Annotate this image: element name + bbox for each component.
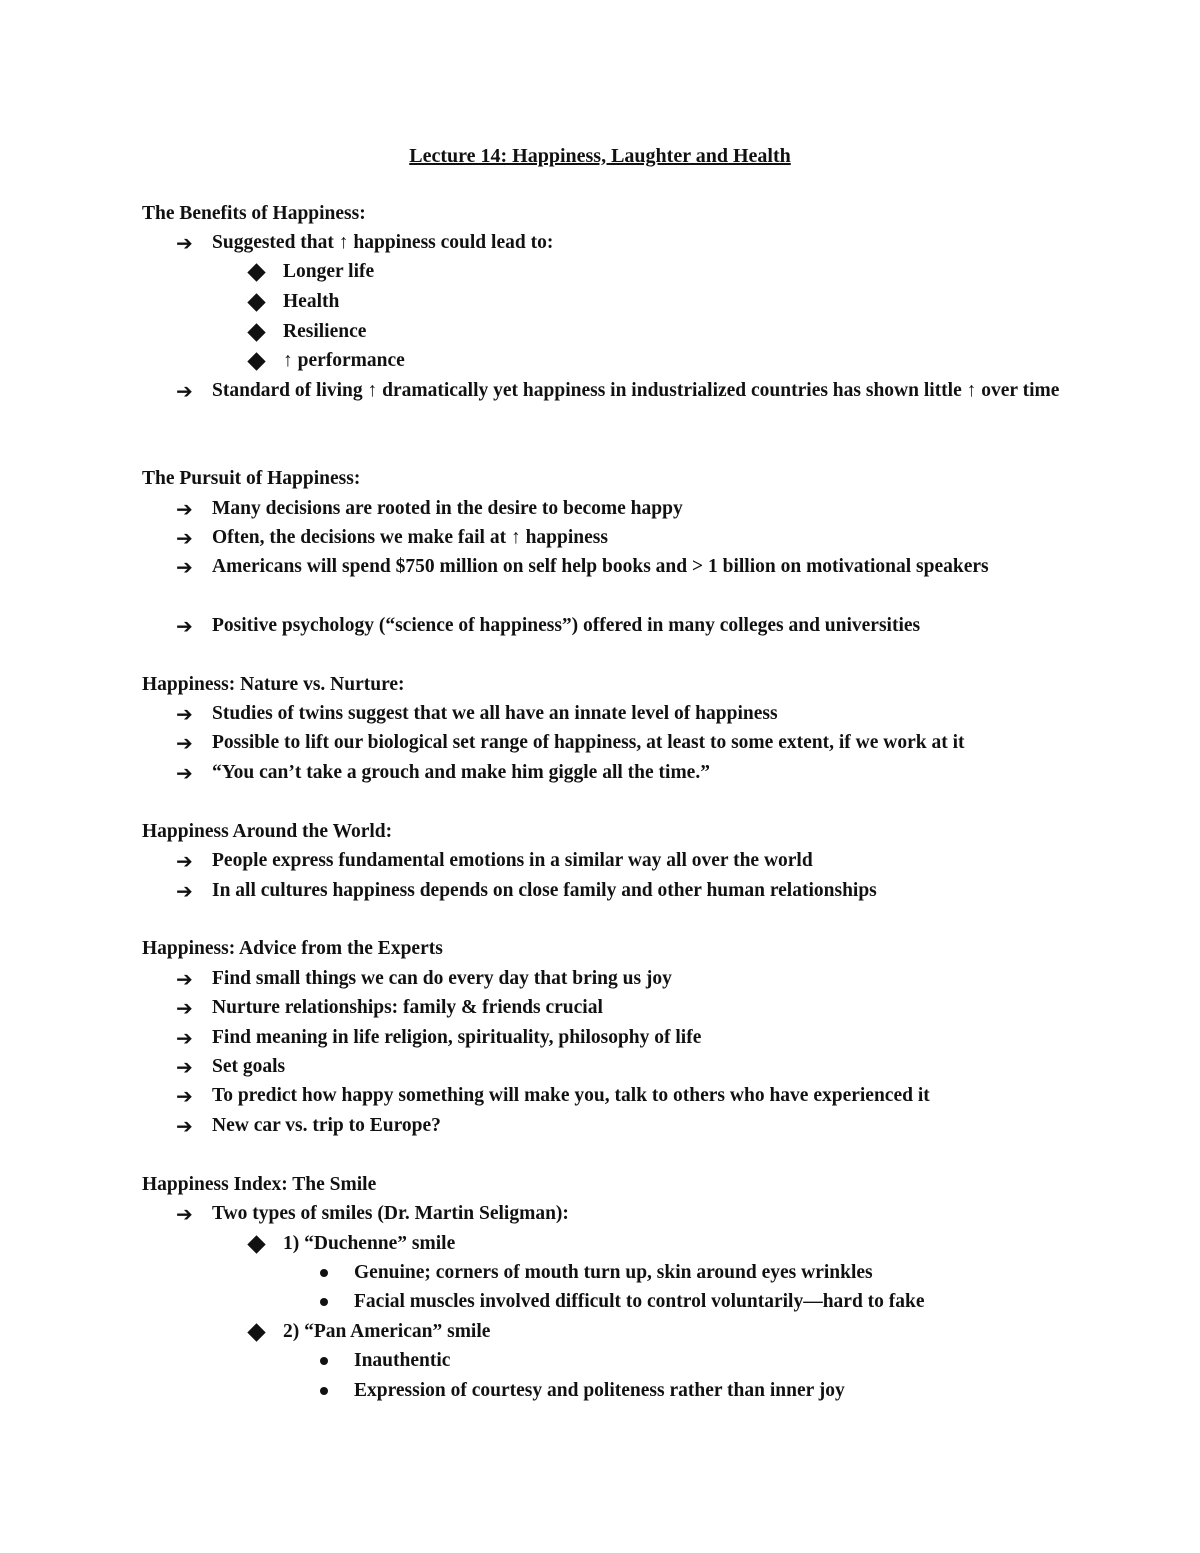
list-item-text: “You can’t take a grouch and make him giggle all the time.” [212,762,710,783]
arrow-right-icon: ➔ [176,231,193,255]
list-item-text: Suggested that ↑ happiness could lead to: [212,232,554,253]
list-item-text: Set goals [212,1056,286,1077]
round-bullet-icon [320,1298,328,1306]
arrow-right-icon: ➔ [176,497,193,521]
arrow-right-icon: ➔ [176,1055,193,1079]
round-bullet-icon [320,1357,328,1365]
list-item-text: Many decisions are rooted in the desire to become happy [212,498,683,519]
round-bullet-icon [320,1269,328,1277]
list-item-text: Often, the decisions we make fail at ↑ happiness [212,527,608,548]
list-item-text: Find meaning in life religion, spirituality, philosophy of life [212,1027,702,1048]
round-bullet-icon [320,1387,328,1395]
arrow-right-icon: ➔ [176,879,193,903]
arrow-right-icon: ➔ [176,1114,193,1138]
diamond-bullet-icon [247,263,265,281]
list-item-text: 2) “Pan American” smile [283,1321,491,1342]
list-item-text: Find small things we can do every day that bring us joy [212,968,672,989]
list-item-text: Genuine; corners of mouth turn up, skin around eyes wrinkles [354,1262,873,1283]
diamond-bullet-icon [247,293,265,311]
list-item-text: Studies of twins suggest that we all have an innate level of happiness [212,703,778,724]
arrow-right-icon: ➔ [176,526,193,550]
section-heading-smile: Happiness Index: The Smile [142,1174,377,1195]
list-item-text: To predict how happy something will make you, talk to others who have experienced it [212,1085,930,1106]
arrow-right-icon: ➔ [176,702,193,726]
list-item-text: Longer life [283,261,375,282]
diamond-bullet-icon [247,352,265,370]
list-item-text: Health [283,291,340,312]
section-heading-advice: Happiness: Advice from the Experts [142,938,443,959]
list-item-text: Possible to lift our biological set range of happiness, at least to some extent, if we work at it [212,732,965,753]
list-item-text: Facial muscles involved difficult to control voluntarily—hard to fake [354,1291,925,1312]
list-item-text: Expression of courtesy and politeness rather than inner joy [354,1380,845,1401]
list-item-text: Americans will spend $750 million on self help books and > 1 billion on motivational speakers [212,556,989,577]
list-item-text: Two types of smiles (Dr. Martin Seligman): [212,1203,569,1224]
arrow-right-icon: ➔ [176,1026,193,1050]
list-item-text: 1) “Duchenne” smile [283,1233,456,1254]
list-item-text: Inauthentic [354,1350,451,1371]
arrow-right-icon: ➔ [176,996,193,1020]
section-heading-around-world: Happiness Around the World: [142,821,393,842]
diamond-bullet-icon [247,323,265,341]
arrow-right-icon: ➔ [176,849,193,873]
section-heading-nature-nurture: Happiness: Nature vs. Nurture: [142,674,405,695]
arrow-right-icon: ➔ [176,967,193,991]
list-item-text: Nurture relationships: family & friends crucial [212,997,603,1018]
arrow-right-icon: ➔ [176,614,193,638]
list-item-text: People express fundamental emotions in a similar way all over the world [212,850,813,871]
list-item-text: New car vs. trip to Europe? [212,1115,441,1136]
page-title: Lecture 14: Happiness, Laughter and Health [409,145,791,167]
list-item-text: Resilience [283,321,367,342]
section-heading-pursuit: The Pursuit of Happiness: [142,468,361,489]
arrow-right-icon: ➔ [176,379,193,403]
arrow-right-icon: ➔ [176,731,193,755]
diamond-bullet-icon [247,1323,265,1341]
diamond-bullet-icon [247,1235,265,1253]
arrow-right-icon: ➔ [176,1202,193,1226]
section-heading-benefits: The Benefits of Happiness: [142,203,366,224]
arrow-right-icon: ➔ [176,555,193,579]
arrow-right-icon: ➔ [176,761,193,785]
list-item-text: ↑ performance [283,350,405,371]
list-item-text: Positive psychology (“science of happiness”) offered in many colleges and universities [212,615,921,636]
arrow-right-icon: ➔ [176,1084,193,1108]
list-item-text: Standard of living ↑ dramatically yet happiness in industrialized countries has shown little ↑ over time [212,380,1060,401]
list-item-text: In all cultures happiness depends on close family and other human relationships [212,880,877,901]
